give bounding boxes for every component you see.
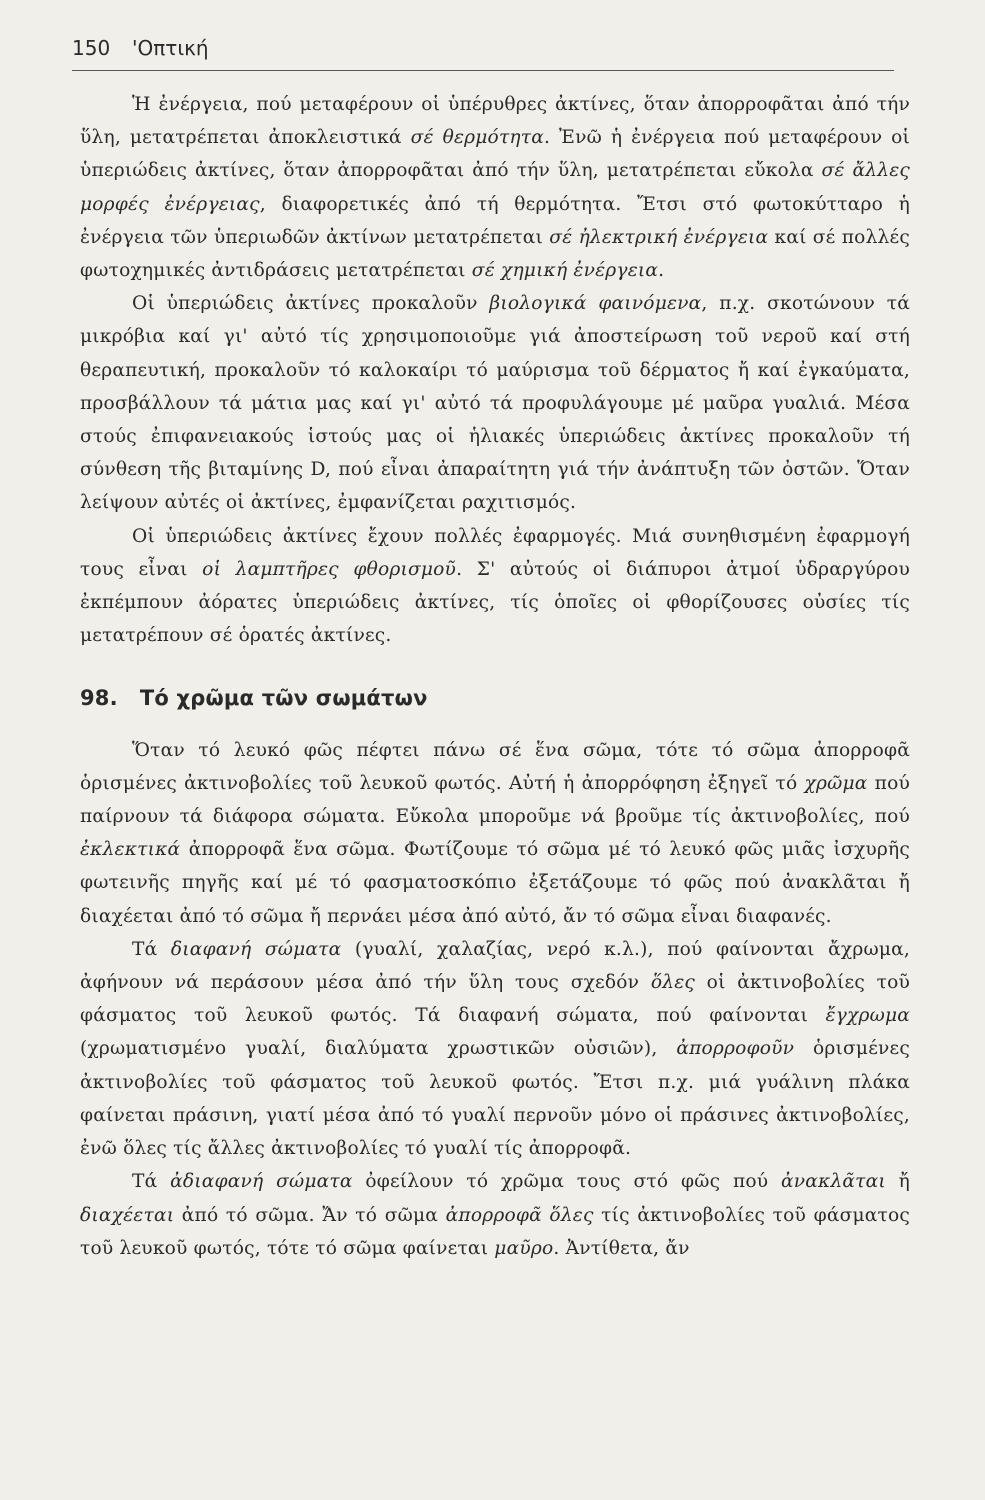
paragraph-uv-biological: Οἱ ὑπεριώδεις ἀκτίνες προκαλοῦν βιολογικά φαινόμενα, π.χ. σκοτώνουν τά μικρόβια καί γι' αὐτό τίς χρησιμοποιοῦμε γιά ἀποστείρωση τοῦ νεροῦ καί στή θεραπευτική, προκαλοῦν τό καλοκαίρι τό μαύρισμα τοῦ δέρματος ἤ καί ἐγκαύματα, προσβάλλουν τά μάτια μας καί γι' αὐτό τά προφυλάγουμε μέ μαῦρα γυαλιά. Μέσα στούς ἐπιφανειακούς ἱστούς μας οἱ ἡλιακές ὑπεριώδεις ἀκτίνες προκαλοῦν τή σύνθεση τῆς βιταμίνης D, πού εἶναι ἀπαραίτητη γιά τήν ἀνάπτυξη τῶν ὀστῶν. Ὅταν λείψουν αὐτές οἱ ἀκτίνες, ἐμφανίζεται ραχιτισμός. bbox=[80, 293, 910, 514]
section-heading bbox=[80, 682, 910, 715]
paragraph-absorption: Ὅταν τό λευκό φῶς πέφτει πάνω σέ ἕνα σῶμα, τότε τό σῶμα ἀπορροφᾶ ὁρισμένες ἀκτινοβολίες τοῦ λευκοῦ φωτός. Αὐτή ἡ ἀπορρόφηση ἐξηγεῖ τό χρῶμα πού παίρνουν τά διάφορα σώματα. Εὔκολα μποροῦμε νά βροῦμε τίς ἀκτινοβολίες, πού ἐκλεκτικά ἀπορροφᾶ ἕνα σῶμα. Φωτίζουμε τό σῶμα μέ τό λευκό φῶς μιᾶς ἰσχυρῆς φωτεινῆς πηγῆς καί μέ τό φασματοσκόπιο ἐξετάζουμε τό φῶς πού ἀνακλᾶται ἤ διαχέεται ἀπό τό σῶμα ἤ περνάει μέσα ἀπό αὐτό, ἄν τό σῶμα εἶναι διαφανές. bbox=[80, 739, 910, 927]
running-title: 'Οπτική bbox=[132, 36, 209, 60]
paragraph-transparent-bodies: Τά διαφανή σώματα (γυαλί, χαλαζίας, νερό κ.λ.), πού φαίνονται ἄχρωμα, ἀφήνουν νά περάσουν μέσα ἀπό τήν ὕλη τους σχεδόν ὅλες οἱ ἀκτινοβολίες τοῦ φάσματος τοῦ λευκοῦ φωτός. Τά διαφανή σώματα, πού φαίνονται ἔγχρωμα (χρωματισμένο γυαλί, διαλύματα χρωστικῶν οὐσιῶν), ἀπορροφοῦν ὁρισμένες ἀκτινοβολίες τοῦ φάσματος τοῦ λευκοῦ φωτός. Ἔτσι π.χ. μιά γυάλινη πλάκα φαίνεται πράσινη, γιατί μέσα ἀπό τό γυαλί περνοῦν μόνο οἱ πράσινες ἀκτινοβολίες, ἐνῶ ὅλες τίς ἄλλες ἀκτινοβολίες τό γυαλί τίς ἀπορροφᾶ. bbox=[80, 938, 911, 1160]
section-number: 98. bbox=[80, 686, 118, 711]
page-body bbox=[80, 88, 910, 1265]
page-header bbox=[72, 30, 894, 71]
paragraph-infrared: Ἡ ἐνέργεια, πού μεταφέρουν οἱ ὑπέρυθρες ἀκτίνες, ὅταν ἀπορροφᾶται ἀπό τήν ὕλη, μετατρέπεται ἀποκλειστικά σέ θερμότητα. Ἐνῶ ἡ ἐνέργεια πού μεταφέρουν οἱ ὑπεριώδεις ἀκτίνες, ὅταν ἀπορροφᾶται ἀπό τήν ὕλη, μετατρέπεται εὔκολα σέ ἄλλες μορφές ἐνέργειας, διαφορετικές ἀπό τή θερμότητα. Ἔτσι στό φωτοκύτταρο ἡ ἐνέργεια τῶν ὑπεριωδῶν ἀκτίνων μετατρέπεται σέ ἠλεκτρική ἐνέργεια καί σέ πολλές φωτοχημικές ἀντιδράσεις μετατρέπεται σέ χημική ἐνέργεια. bbox=[80, 94, 910, 282]
paragraph-uv-applications: Οἱ ὑπεριώδεις ἀκτίνες ἔχουν πολλές ἐφαρμογές. Μιά συνηθισμένη ἐφαρμογή τους εἶναι οἱ λαμπτῆρες φθορισμοῦ. Σ' αὐτούς οἱ διάπυροι ἀτμοί ὑδραργύρου ἐκπέμπουν ἀόρατες ὑπεριώδεις ἀκτίνες, τίς ὁποῖες οἱ φθορίζουσες οὐσίες τίς μετατρέπουν σέ ὁρατές ἀκτίνες. bbox=[80, 525, 911, 647]
page-number: 150 bbox=[72, 36, 111, 60]
section-title: Τό χρῶμα τῶν σωμάτων bbox=[139, 686, 428, 711]
paragraph-opaque-bodies: Τά ἀδιαφανή σώματα ὀφείλουν τό χρῶμα τους στό φῶς πού ἀνακλᾶται ἤ διαχέεται ἀπό τό σῶμα. Ἄν τό σῶμα ἀπορροφᾶ ὅλες τίς ἀκτινοβολίες τοῦ φάσματος τοῦ λευκοῦ φωτός, τότε τό σῶμα φαίνεται μαῦρο. Ἀντίθετα, ἄν bbox=[80, 1171, 911, 1259]
